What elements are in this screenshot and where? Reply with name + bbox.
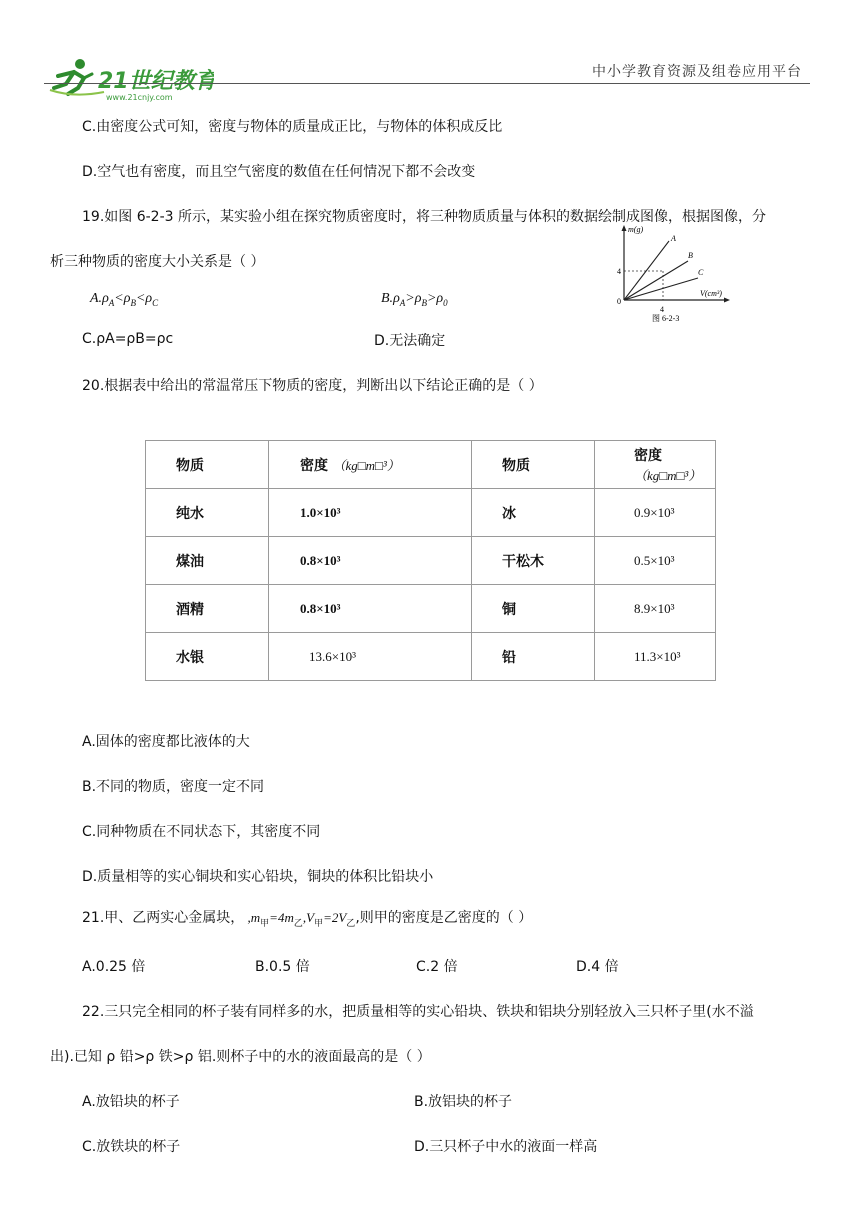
header-divider xyxy=(44,83,810,84)
q19-option-b: $B.\rho_A>\rho_B>\rho_0$ xyxy=(381,291,448,308)
line-b xyxy=(624,261,688,300)
density-value: 0.9×10³ xyxy=(634,504,675,520)
density-value: 8.9×10³ xyxy=(634,600,675,616)
q22-option-d: D.三只杯子中水的液面一样高 xyxy=(414,1139,598,1155)
q20-option-b: B.不同的物质，密度一定不同 xyxy=(82,779,265,795)
line-c-label: C xyxy=(698,268,704,277)
q19-option-a: $A.\rho_A<\rho_B<\rho_C$ xyxy=(90,291,159,308)
platform-title: 中小学教育资源及组卷应用平台 xyxy=(592,64,802,80)
q22-option-a: A.放铅块的杯子 xyxy=(82,1094,180,1110)
figure-6-2-3 xyxy=(612,222,737,324)
density-value: 13.6×10³ xyxy=(309,648,356,664)
q21-option-b: B.0.5 倍 xyxy=(255,959,310,975)
logo-sub-text: www.21cnjy.com xyxy=(106,93,173,102)
q20-option-a: A.固体的密度都比液体的大 xyxy=(82,734,250,750)
origin-label: 0 xyxy=(617,297,621,306)
q19-option-c: C.ρA=ρB=ρc xyxy=(82,331,174,347)
density-table xyxy=(145,440,716,681)
site-logo xyxy=(44,54,214,102)
runner-icon xyxy=(50,59,104,95)
substance-name: 纯水 xyxy=(146,489,269,537)
density-value: 0.8×10³ xyxy=(300,600,341,616)
x-axis-label: V(cm³) xyxy=(700,289,722,298)
table-header-substance-right: 物质 xyxy=(472,441,595,489)
table-header-density-left: 密度 （kg□m□³） xyxy=(269,441,472,489)
y-axis-label: m(g) xyxy=(628,225,644,234)
density-value: 1.0×10³ xyxy=(300,504,341,520)
q22-option-c: C.放铁块的杯子 xyxy=(82,1139,181,1155)
q19-option-d: D.无法确定 xyxy=(374,333,446,349)
q21-stem: 21.甲、乙两实心金属块， $,m_甲=4m_乙,V_甲=2V_乙$,则甲的密度是乙密度的（ ） xyxy=(82,910,533,928)
line-b-label: B xyxy=(688,251,693,260)
density-value: 11.3×10³ xyxy=(634,648,681,664)
substance-name: 煤油 xyxy=(146,537,269,585)
y-tick-label: 4 xyxy=(617,267,621,276)
density-value: 0.8×10³ xyxy=(300,552,341,568)
substance-name: 铅 xyxy=(472,633,595,681)
substance-name: 水银 xyxy=(146,633,269,681)
logo-main-text: 21世纪教育 xyxy=(98,69,214,94)
q21-option-a: A.0.25 倍 xyxy=(82,959,146,975)
q21-option-c: C.2 倍 xyxy=(416,959,458,975)
table-row xyxy=(146,489,716,537)
table-header-row xyxy=(146,441,716,489)
table-header-substance-left: 物质 xyxy=(146,441,269,489)
substance-name: 冰 xyxy=(472,489,595,537)
q18-option-d: D.空气也有密度，而且空气密度的数值在任何情况下都不会改变 xyxy=(82,164,476,180)
q19-stem-line2: 析三种物质的密度大小关系是（ ） xyxy=(50,254,265,270)
figure-caption: 图 6-2-3 xyxy=(652,314,680,323)
y-axis-arrow-icon xyxy=(622,225,627,231)
x-axis-arrow-icon xyxy=(724,298,730,303)
q20-option-d: D.质量相等的实心铜块和实心铅块，铜块的体积比铅块小 xyxy=(82,869,434,885)
substance-name: 酒精 xyxy=(146,585,269,633)
q20-option-c: C.同种物质在不同状态下，其密度不同 xyxy=(82,824,321,840)
q22-option-b: B.放铝块的杯子 xyxy=(414,1094,513,1110)
q20-stem: 20.根据表中给出的常温常压下物质的密度，判断出以下结论正确的是（ ） xyxy=(82,378,543,394)
table-row xyxy=(146,585,716,633)
q21-option-d: D.4 倍 xyxy=(576,959,619,975)
line-a xyxy=(624,241,669,300)
density-value: 0.5×10³ xyxy=(634,552,675,568)
q18-option-c: C.由密度公式可知，密度与物体的质量成正比，与物体的体积成反比 xyxy=(82,119,503,135)
table-row xyxy=(146,633,716,681)
line-c xyxy=(624,278,698,300)
q22-stem-line1: 22.三只完全相同的杯子装有同样多的水，把质量相等的实心铅块、铁块和铝块分别轻放入三只杯子里(水不溢 xyxy=(82,1004,754,1020)
line-a-label: A xyxy=(671,234,676,243)
table-row xyxy=(146,537,716,585)
q22-stem-line2: 出).已知 ρ 铅>ρ 铁>ρ 铝.则杯子中的水的液面最高的是（ ） xyxy=(50,1049,431,1065)
x-tick-label: 4 xyxy=(660,305,664,314)
q19-stem-line1: 19.如图 6-2-3 所示，某实验小组在探究物质密度时，将三种物质质量与体积的数据绘制成图像，根据图像，分 xyxy=(82,209,766,225)
substance-name: 铜 xyxy=(472,585,595,633)
substance-name: 干松木 xyxy=(472,537,595,585)
table-header-density-right: 密度 （kg□m□³） xyxy=(595,441,716,489)
